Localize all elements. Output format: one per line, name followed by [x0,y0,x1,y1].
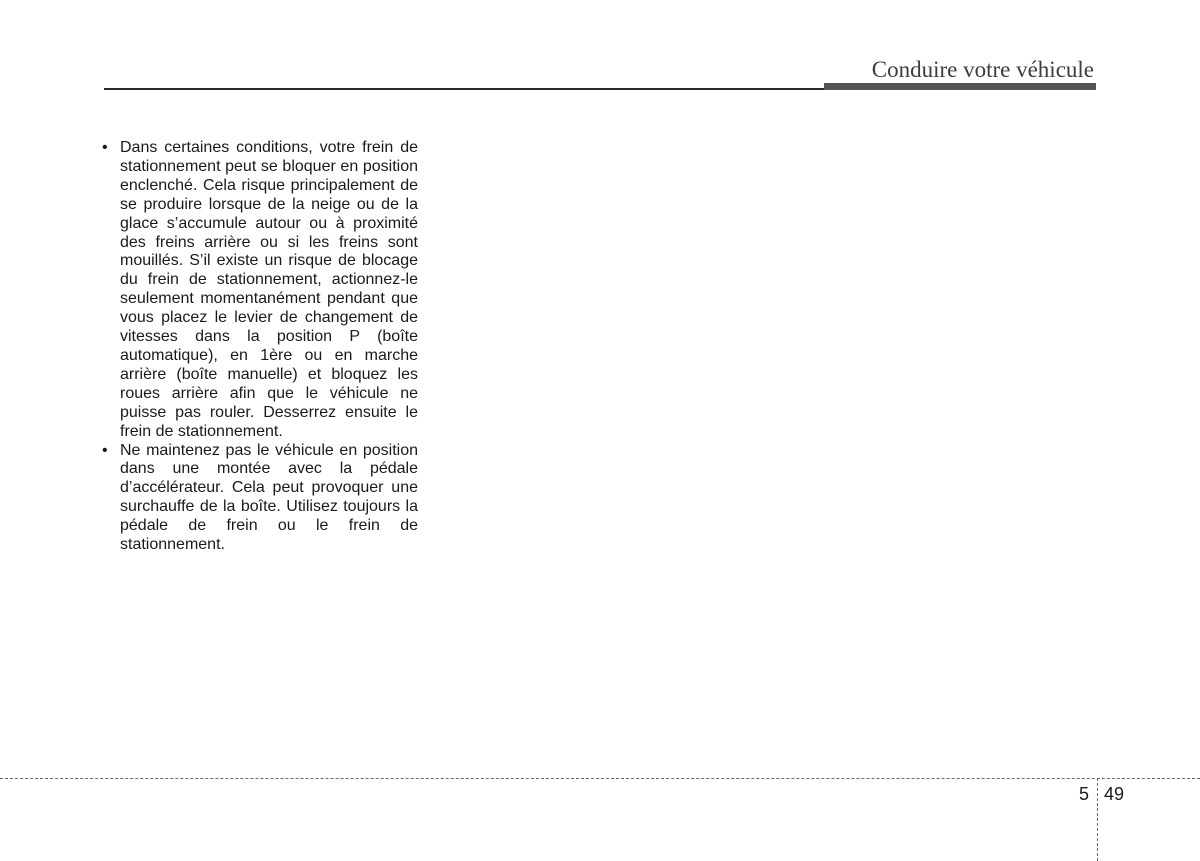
header-rule [104,88,826,90]
list-item [101,139,418,442]
page-number: 49 [1104,784,1125,804]
section-number: 5 [1079,784,1090,804]
list-item-text: Dans certaines conditions, votre frein de stationnement peut se bloquer en position enclenché. Cela risque principalement de se produire lorsque de la neige ou de la glace s’accumule autour ou à proximité des freins arrière ou si les freins sont mouillés. S’il existe un risque de blocage du frein de stationnement, actionnez-le seulement momentanément pendant que vous placez le levier de changement de vitesses dans la position P (boîte automatique), en 1ère ou en marche arrière (boîte manuelle) et bloquez les roues arrière afin que le véhicule ne puisse pas rouler. Desserrez ensuite le frein de stationnement. [120,139,418,440]
bullet-list [101,139,418,555]
header-accent-bar [824,83,1096,90]
footer-dashed-rule [0,778,1200,779]
list-item-text: Ne maintenez pas le véhicule en position dans une montée avec la pédale d’accélérateur. Cela peut provoquer une surchauffe de la boîte. Utilisez toujours la pédale de frein ou le frein de stationnement. [120,441,418,554]
bullet-icon: • [102,139,108,156]
footer-vertical-divider [1097,778,1098,861]
page-header-title: Conduire votre véhicule [871,57,1094,82]
bullet-icon: • [102,441,108,459]
list-item [101,442,418,555]
